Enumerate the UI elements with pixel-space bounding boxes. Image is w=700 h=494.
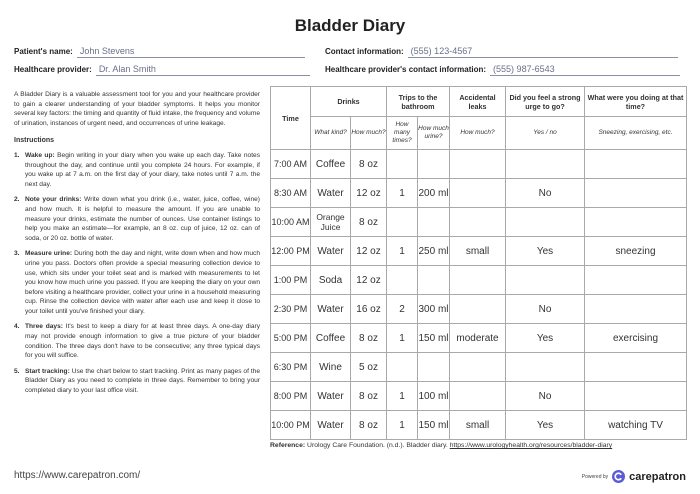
instructions-list — [14, 151, 260, 396]
cell-doing[interactable] — [585, 208, 687, 237]
provider-contact-value[interactable]: (555) 987-6543 — [490, 62, 680, 76]
cell-urine[interactable] — [418, 353, 450, 382]
reference-label: Reference: — [270, 442, 306, 449]
cell-urge[interactable] — [506, 150, 585, 179]
cell-urine[interactable] — [418, 266, 450, 295]
cell-drink-amount[interactable]: 8 oz — [351, 208, 387, 237]
contact-info-label: Contact information: — [325, 47, 404, 56]
cell-time[interactable]: 5:00 PM — [271, 324, 311, 353]
subheader-how-much: How much? — [351, 117, 387, 150]
instruction-text: Use the chart below to start tracking. Print as many pages of the Bladder Diary as you need to complete in three days. Remember to bring your completed diary to your last office visit. — [25, 367, 261, 395]
table-row — [271, 382, 687, 411]
carepatron-logo-icon — [612, 470, 625, 483]
cell-drink-amount[interactable]: 12 oz — [351, 266, 387, 295]
bladder-diary-table — [270, 86, 687, 440]
instruction-item — [14, 195, 260, 243]
cell-doing[interactable]: exercising — [585, 324, 687, 353]
instruction-title: Note your drinks: — [25, 196, 82, 204]
instruction-title: Start tracking: — [25, 367, 70, 375]
cell-drink-kind[interactable]: Coffee — [311, 324, 351, 353]
reference-line — [270, 442, 690, 449]
cell-doing[interactable] — [585, 353, 687, 382]
instruction-text: Begin writing in your diary when you wake up each day. Take notes throughout the day, and continue until you complete 24 hours. For example, if you wake up at 7 a.m. on the first day of your diary, take notes until 7 a.m. the next day. — [25, 151, 260, 188]
cell-drink-kind[interactable]: Water — [311, 411, 351, 440]
cell-drink-kind[interactable]: Coffee — [311, 150, 351, 179]
table-row — [271, 295, 687, 324]
cell-drink-kind[interactable]: Wine — [311, 353, 351, 382]
provider-contact-label: Healthcare provider's contact information: — [325, 65, 487, 74]
cell-time[interactable]: 6:30 PM — [271, 353, 311, 382]
cell-leak[interactable]: small — [450, 237, 506, 266]
cell-drink-kind[interactable]: Water — [311, 295, 351, 324]
cell-drink-kind[interactable]: Water — [311, 179, 351, 208]
cell-urge[interactable]: Yes — [506, 237, 585, 266]
cell-drink-amount[interactable]: 12 oz — [351, 237, 387, 266]
cell-trips[interactable]: 1 — [387, 237, 418, 266]
header-drinks: Drinks — [311, 87, 387, 117]
contact-info-field — [325, 44, 686, 58]
cell-trips[interactable] — [387, 150, 418, 179]
cell-trips[interactable]: 2 — [387, 295, 418, 324]
cell-doing[interactable]: sneezing — [585, 237, 687, 266]
instruction-title: Measure urine: — [25, 250, 73, 258]
cell-urine[interactable]: 150 ml — [418, 324, 450, 353]
cell-doing[interactable] — [585, 150, 687, 179]
provider-contact-field — [325, 62, 686, 76]
powered-by-label: Powered by — [581, 473, 609, 480]
header-trips: Trips to the bathroom — [387, 87, 450, 117]
cell-leak[interactable] — [450, 266, 506, 295]
instruction-text: Write down what you drink (i.e., water, juice, coffee, wine) and how much. It is helpful to measure the amount. If you are unable to measure your drinks, estimate the number of ounces. Use container listings to help you make an estimate—for example, an 8 oz. cup of juice, 12 oz. can of soda, or 20 oz. bottle of water. — [25, 196, 260, 242]
cell-time[interactable]: 8:30 AM — [271, 179, 311, 208]
cell-drink-amount[interactable]: 16 oz — [351, 295, 387, 324]
cell-drink-amount[interactable]: 8 oz — [351, 324, 387, 353]
cell-time[interactable]: 10:00 AM — [271, 208, 311, 237]
cell-urge[interactable] — [506, 266, 585, 295]
instruction-title: Three days: — [25, 323, 63, 331]
subheader-leak-how-much: How much? — [450, 117, 506, 150]
intro-paragraph: A Bladder Diary is a valuable assessment tool for you and your healthcare provider to gain a clearer understanding of your bladder symptoms. It helps you monitor several key factors: the timing and quantity of fluid intake, the frequency and volume of urination, instances of urgent need, and occurrences of urine leakage. — [14, 91, 260, 127]
header-doing: What were you doing at that time? — [585, 87, 687, 117]
cell-drink-kind[interactable]: Orange Juice — [311, 208, 351, 237]
instruction-number: 5. — [14, 367, 20, 375]
cell-urge[interactable]: No — [506, 382, 585, 411]
instruction-item — [14, 151, 260, 189]
cell-drink-amount[interactable]: 5 oz — [351, 353, 387, 382]
table-row — [271, 353, 687, 382]
cell-leak[interactable]: moderate — [450, 324, 506, 353]
table-row — [271, 150, 687, 179]
instruction-number: 3. — [14, 250, 20, 258]
powered-by-badge — [582, 470, 686, 483]
cell-drink-amount[interactable]: 8 oz — [351, 382, 387, 411]
cell-drink-kind[interactable]: Water — [311, 237, 351, 266]
instruction-item — [14, 249, 260, 316]
provider-field — [14, 62, 314, 76]
cell-trips[interactable]: 1 — [387, 411, 418, 440]
reference-link[interactable]: https://www.urologyhealth.org/resources/bladder-diary — [449, 442, 613, 449]
cell-trips[interactable]: 1 — [387, 179, 418, 208]
subheader-yes-no: Yes / no — [506, 117, 585, 150]
patient-info-row — [14, 44, 686, 58]
cell-trips[interactable] — [387, 208, 418, 237]
provider-value[interactable]: Dr. Alan Smith — [96, 62, 310, 76]
cell-trips[interactable]: 1 — [387, 382, 418, 411]
cell-doing[interactable] — [585, 179, 687, 208]
header-time: Time — [271, 87, 311, 150]
provider-info-row — [14, 62, 686, 76]
table-row — [271, 208, 687, 237]
cell-leak[interactable] — [450, 295, 506, 324]
cell-leak[interactable]: small — [450, 411, 506, 440]
cell-urge[interactable]: No — [506, 179, 585, 208]
table-row — [271, 266, 687, 295]
cell-doing[interactable] — [585, 295, 687, 324]
cell-urge[interactable] — [506, 208, 585, 237]
subheader-how-much-urine: How much urine? — [418, 117, 450, 150]
cell-drink-amount[interactable]: 8 oz — [351, 411, 387, 440]
instruction-number: 2. — [14, 196, 20, 204]
table-row — [271, 179, 687, 208]
instruction-text: During both the day and night, write down when and how much urine you pass. Doctors often provide a special measuring collection device to use, which sits under your toilet seat and is marked with measurements to let you know how much urine you passed. If you are keeping the diary on your own before visiting a healthcare provider, collect your urine in a household measuring cup. Rinse the collection device with water after each use and keep it close to your toilet until you've finished your diary. — [25, 250, 260, 315]
header-urge: Did you feel a strong urge to go? — [506, 87, 585, 117]
cell-trips[interactable] — [387, 266, 418, 295]
subheader-doing-examples: Sneezing, exercising, etc. — [585, 117, 687, 150]
reference-text: Urology Care Foundation. (n.d.). Bladder diary. — [307, 442, 448, 449]
cell-drink-amount[interactable]: 8 oz — [351, 150, 387, 179]
cell-urine[interactable]: 150 ml — [418, 411, 450, 440]
cell-time[interactable]: 12:00 PM — [271, 237, 311, 266]
cell-urge[interactable]: Yes — [506, 324, 585, 353]
cell-time[interactable]: 7:00 AM — [271, 150, 311, 179]
cell-doing[interactable]: watching TV — [585, 411, 687, 440]
cell-time[interactable]: 1:00 PM — [271, 266, 311, 295]
instruction-title: Wake up: — [25, 151, 55, 159]
cell-trips[interactable]: 1 — [387, 324, 418, 353]
cell-drink-kind[interactable]: Water — [311, 382, 351, 411]
cell-urge[interactable]: Yes — [506, 411, 585, 440]
cell-time[interactable]: 10:00 PM — [271, 411, 311, 440]
cell-urine[interactable] — [418, 208, 450, 237]
cell-leak[interactable] — [450, 353, 506, 382]
cell-leak[interactable] — [450, 382, 506, 411]
cell-drink-kind[interactable]: Soda — [311, 266, 351, 295]
instruction-number: 1. — [14, 151, 20, 159]
patient-name-label: Patient's name: — [14, 47, 73, 56]
cell-leak[interactable] — [450, 208, 506, 237]
cell-urine[interactable]: 300 ml — [418, 295, 450, 324]
cell-urine[interactable]: 250 ml — [418, 237, 450, 266]
table-row — [271, 324, 687, 353]
cell-urine[interactable]: 200 ml — [418, 179, 450, 208]
footer-url-link[interactable]: https://www.carepatron.com/ — [14, 470, 141, 481]
subheader-how-many-times: How many times? — [387, 117, 418, 150]
cell-urine[interactable] — [418, 150, 450, 179]
table-row — [271, 411, 687, 440]
contact-info-value[interactable]: (555) 123-4567 — [408, 44, 678, 58]
cell-drink-amount[interactable]: 12 oz — [351, 179, 387, 208]
patient-name-field — [14, 44, 314, 58]
cell-urge[interactable] — [506, 353, 585, 382]
cell-trips[interactable] — [387, 353, 418, 382]
header-accidental: Accidental leaks — [450, 87, 506, 117]
cell-doing[interactable] — [585, 266, 687, 295]
patient-name-value[interactable]: John Stevens — [77, 44, 305, 58]
instruction-text: It's best to keep a diary for at least three days. A one-day diary may not provide enough information to give a true picture of your bladder condition. The three days don't have to be consecutive; any three typical days for you will suffice. — [25, 323, 260, 360]
cell-time[interactable]: 8:00 PM — [271, 382, 311, 411]
instruction-item — [14, 367, 260, 396]
subheader-what-kind: What kind? — [311, 117, 351, 150]
instructions-column — [14, 90, 260, 402]
instructions-heading: Instructions — [14, 137, 55, 145]
cell-leak[interactable] — [450, 179, 506, 208]
table-row — [271, 237, 687, 266]
cell-leak[interactable] — [450, 150, 506, 179]
cell-time[interactable]: 2:30 PM — [271, 295, 311, 324]
brand-name: carepatron — [629, 470, 686, 483]
provider-label: Healthcare provider: — [14, 65, 92, 74]
cell-urge[interactable]: No — [506, 295, 585, 324]
instruction-number: 4. — [14, 323, 20, 331]
cell-urine[interactable]: 100 ml — [418, 382, 450, 411]
instruction-item — [14, 322, 260, 360]
cell-doing[interactable] — [585, 382, 687, 411]
page-title: Bladder Diary — [294, 16, 406, 35]
